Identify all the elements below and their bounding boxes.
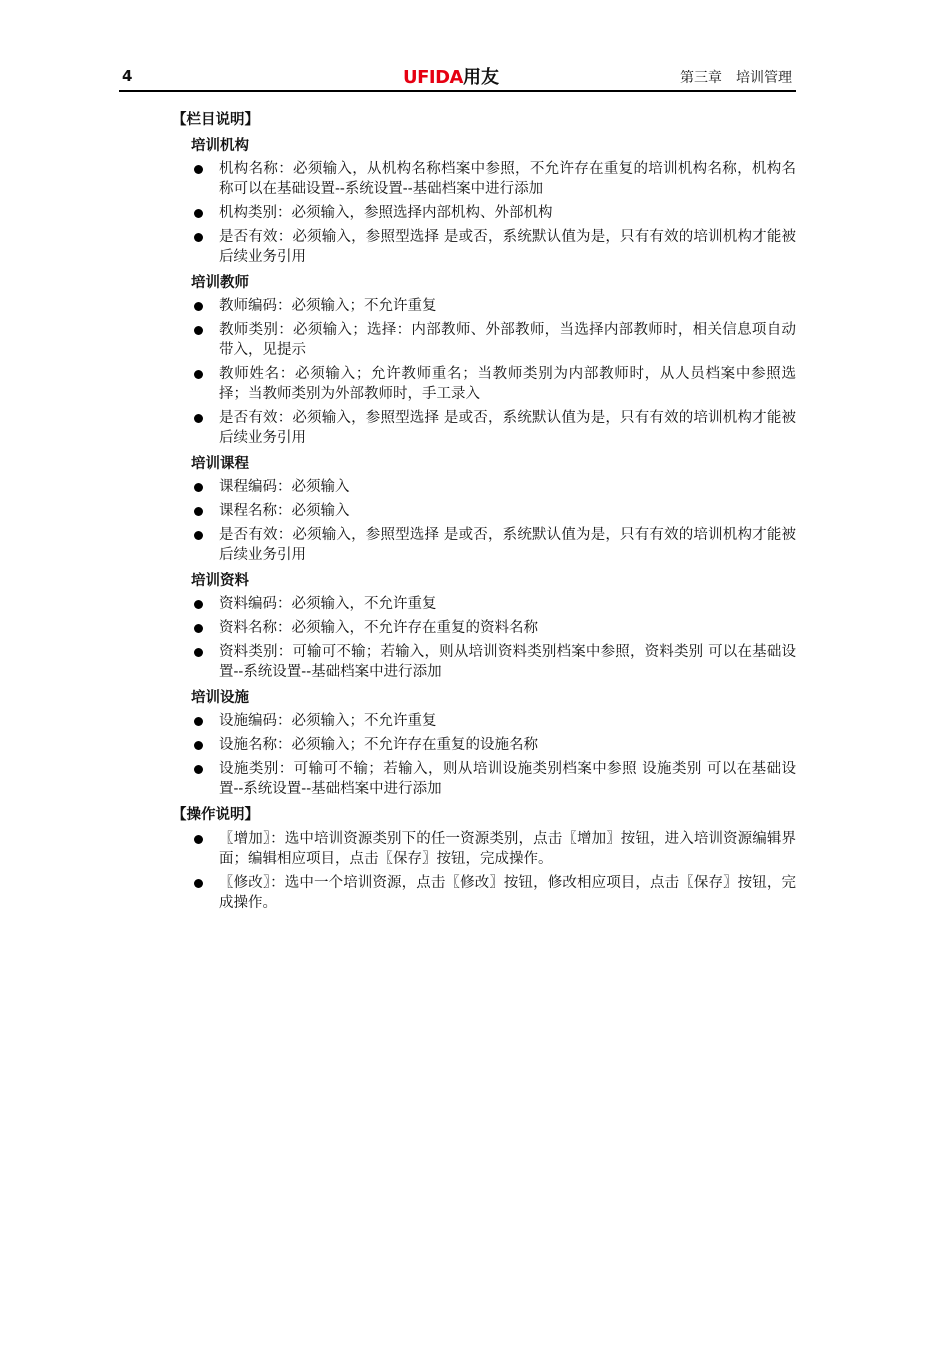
list-item [172,159,796,199]
list-item [172,477,796,497]
list-item-text: 〖修改〗：选中一个培训资源，点击〖修改〗按钮，修改相应项目，点击〖保存〗按钮，完成操作。 [219,875,796,911]
list-item [172,618,796,638]
list-item-text: 机构名称：必须输入，从机构名称档案中参照，不允许存在重复的培训机构名称，机构名称可以在基础设置--系统设置--基础档案中进行添加 [219,161,796,197]
list-item-text: 是否有效：必须输入，参照型选择 是或否，系统默认值为是，只有有效的培训机构才能被后续业务引用 [219,527,796,563]
logo-text-cn: 用友 [462,67,499,88]
list-item [172,873,796,913]
chapter-heading [680,67,792,87]
bullet-icon [194,414,203,423]
bullet-icon [194,879,203,888]
bullet-icon [194,648,203,657]
bullet-icon [194,302,203,311]
list-item [172,735,796,755]
column-desc-title: 【栏目说明】 [172,112,259,128]
list-item-text: 资料类别：可输可不输；若输入，则从培训资料类别档案中参照，资料类别 可以在基础设置--系统设置--基础档案中进行添加 [219,644,796,680]
list-item [172,829,796,869]
list-item [172,501,796,521]
list-item [172,227,796,267]
list-item-text: 教师姓名：必须输入；允许教师重名；当教师类别为内部教师时，从人员档案中参照选择；当教师类别为外部教师时，手工录入 [219,366,796,402]
list-item [172,408,796,448]
group-title: 培训教师 [191,275,249,291]
list-item-text: 是否有效：必须输入，参照型选择 是或否，系统默认值为是，只有有效的培训机构才能被后续业务引用 [219,229,796,265]
bullet-icon [194,370,203,379]
group-title: 培训设施 [191,690,249,706]
list-item-text: 设施名称：必须输入；不允许存在重复的设施名称 [219,737,538,753]
list-item [172,642,796,682]
bullet-icon [194,507,203,516]
group-title: 培训机构 [191,138,249,154]
chapter-title: 培训管理 [736,70,792,86]
bullet-icon [194,624,203,633]
list-item [172,759,796,799]
bullet-icon [194,483,203,492]
list-item-text: 教师类别：必须输入；选择：内部教师、外部教师，当选择内部教师时，相关信息项自动带入，见提示 [219,322,796,358]
list-item [172,320,796,360]
chapter-number: 第三章 [680,70,722,86]
list-item-text: 机构类别：必须输入，参照选择内部机构、外部机构 [219,205,553,221]
list-item-text: 〖增加〗：选中培训资源类别下的任一资源类别，点击〖增加〗按钮，进入培训资源编辑界面；编辑相应项目，点击〖保存〗按钮，完成操作。 [219,831,796,867]
bullet-icon [194,741,203,750]
list-item [172,364,796,404]
group-title: 培训课程 [191,456,249,472]
list-item-text: 课程编码：必须输入 [219,479,350,495]
list-item-text: 课程名称：必须输入 [219,503,350,519]
page-number: 4 [122,67,133,85]
list-item [172,296,796,316]
bullet-icon [194,326,203,335]
logo-text-en: UFIDA [403,67,463,88]
bullet-icon [194,233,203,242]
ufida-logo [403,63,499,89]
group-title: 培训资料 [191,573,249,589]
bullet-icon [194,765,203,774]
list-item-text: 设施类别：可输可不输；若输入，则从培训设施类别档案中参照 设施类别 可以在基础设置--系统设置--基础档案中进行添加 [219,761,796,797]
bullet-icon [194,209,203,218]
list-item-text: 资料名称：必须输入，不允许存在重复的资料名称 [219,620,538,636]
bullet-icon [194,835,203,844]
document-body [172,108,796,917]
list-item [172,203,796,223]
operation-desc-title: 【操作说明】 [172,807,259,823]
list-item [172,711,796,731]
list-item-text: 教师编码：必须输入；不允许重复 [219,298,437,314]
list-item-text: 是否有效：必须输入，参照型选择 是或否，系统默认值为是，只有有效的培训机构才能被后续业务引用 [219,410,796,446]
list-item [172,525,796,565]
list-item [172,594,796,614]
list-item-text: 设施编码：必须输入；不允许重复 [219,713,437,729]
bullet-icon [194,531,203,540]
page-header [119,58,796,92]
list-item-text: 资料编码：必须输入，不允许重复 [219,596,437,612]
bullet-icon [194,600,203,609]
bullet-icon [194,717,203,726]
bullet-icon [194,165,203,174]
